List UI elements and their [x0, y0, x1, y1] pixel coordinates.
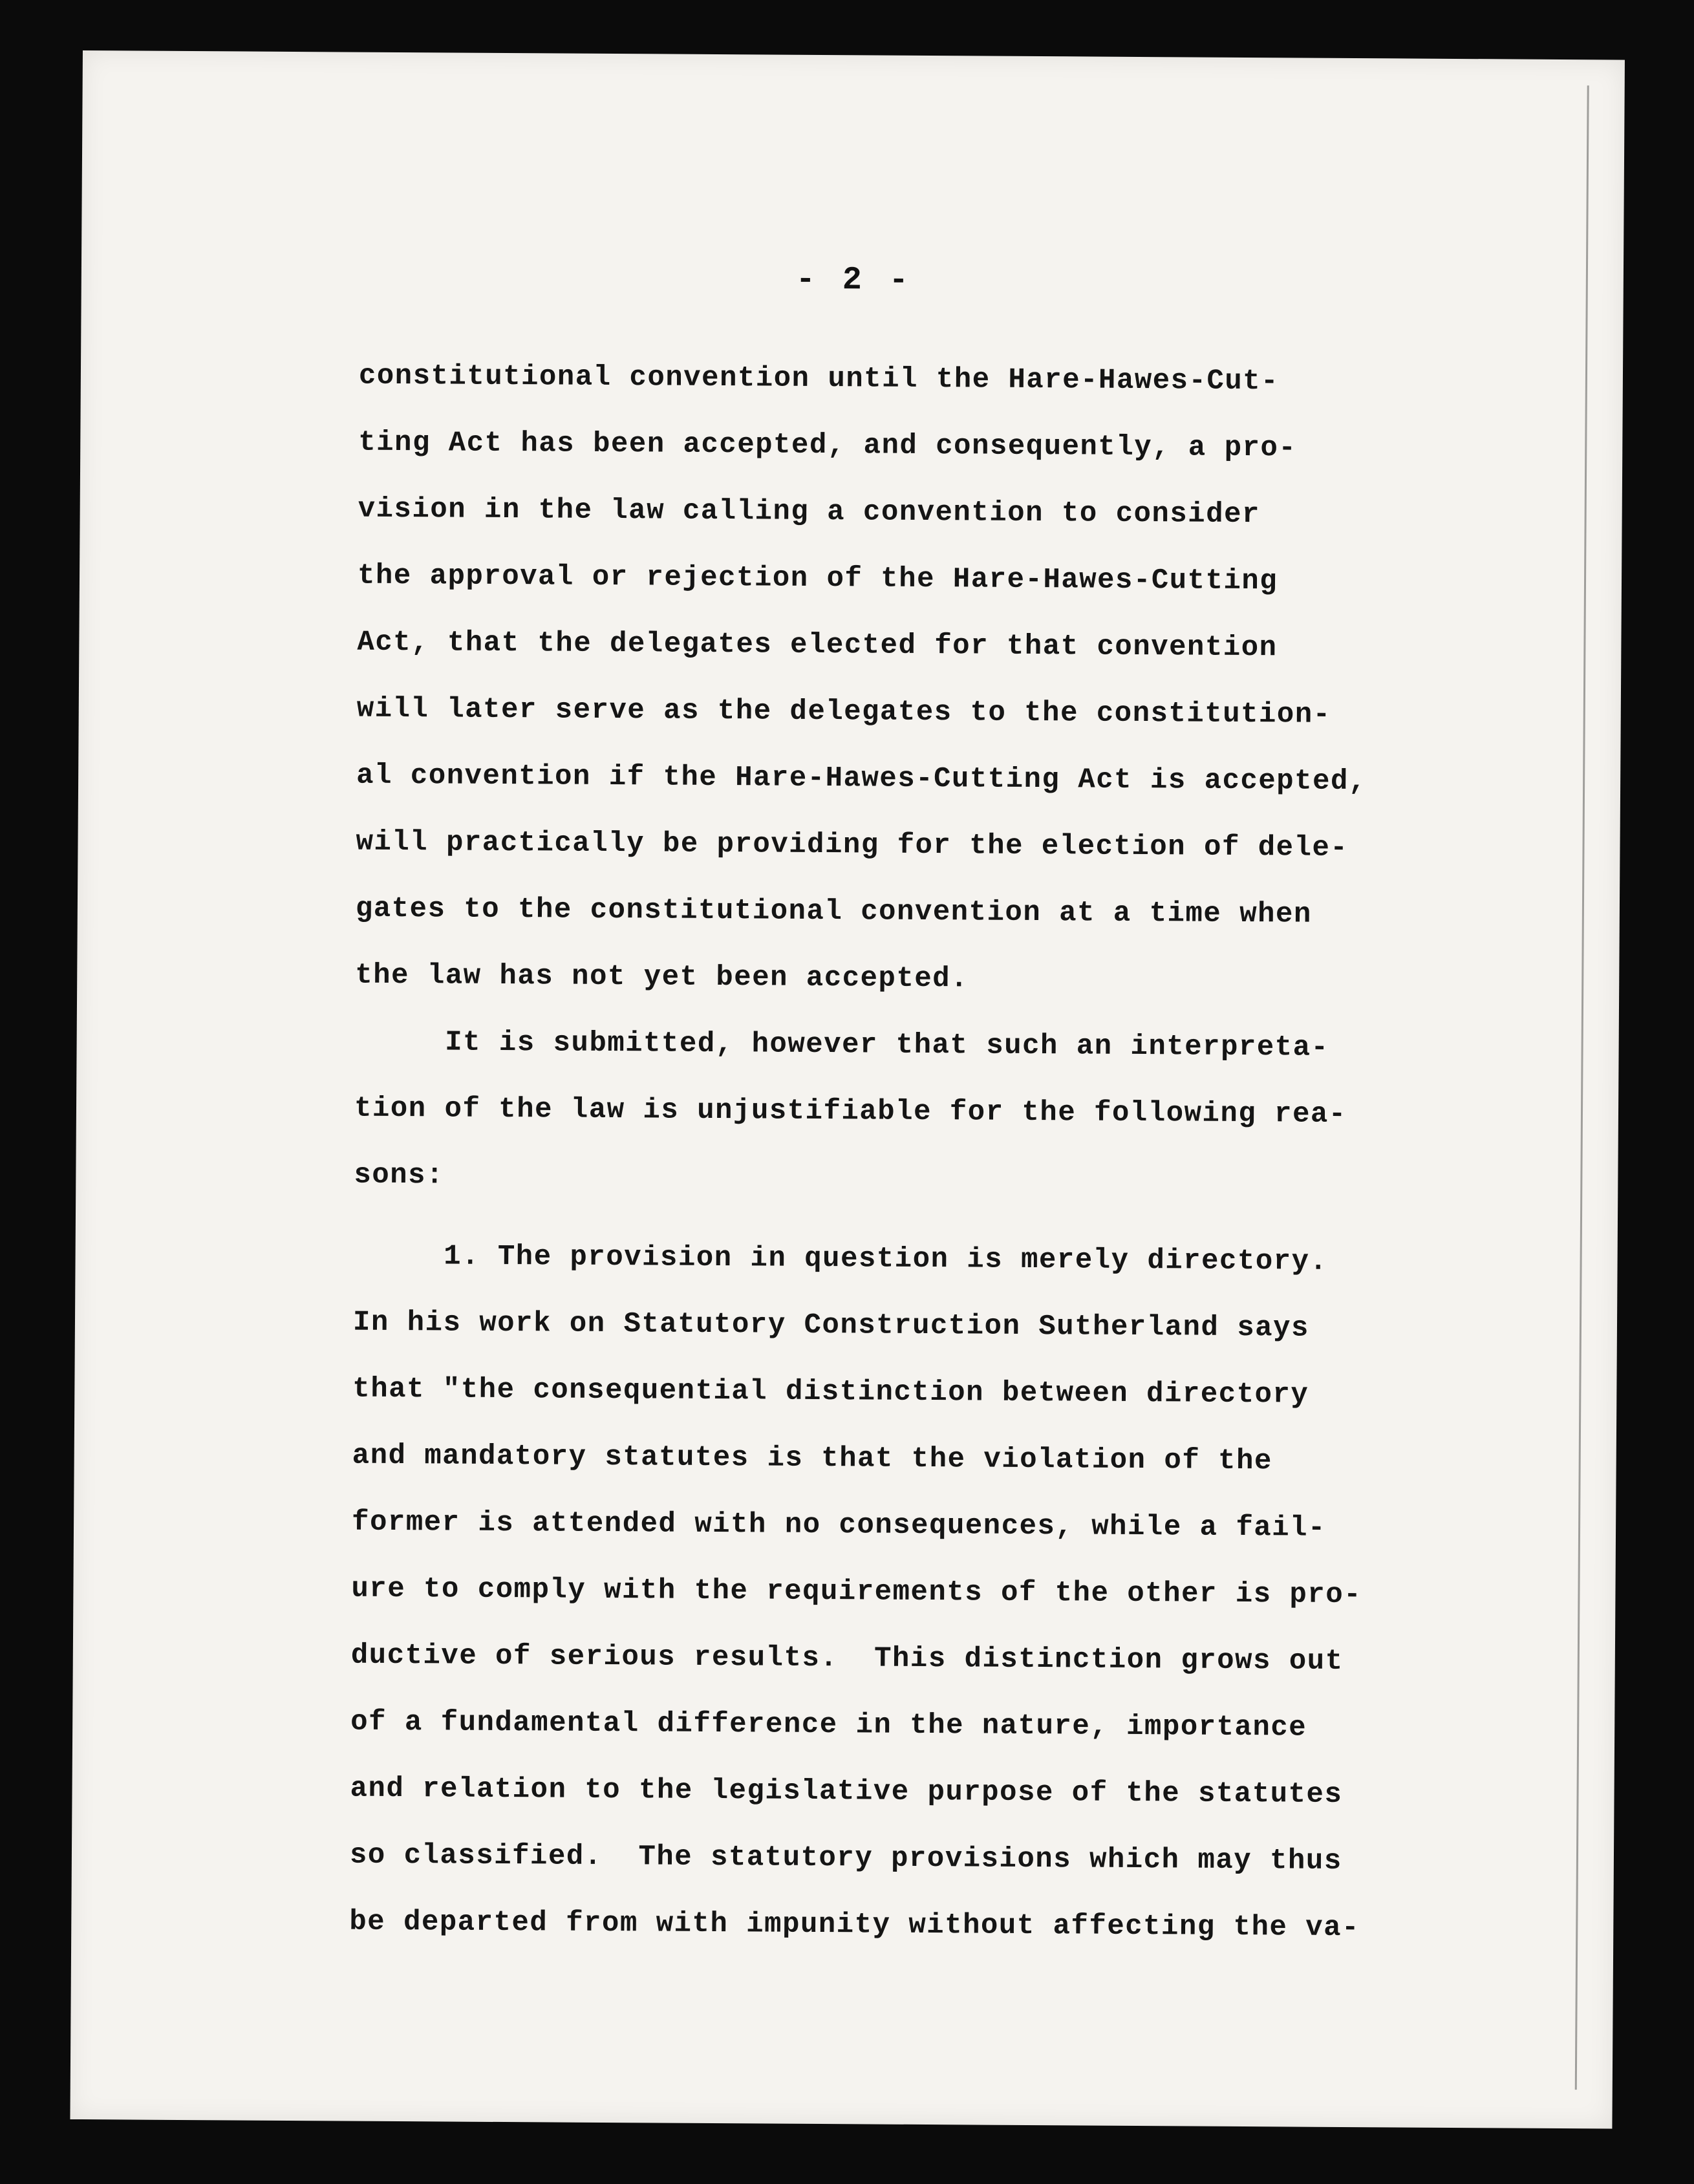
- text-line: al convention if the Hare-Hawes-Cutting Act is accepted,: [356, 759, 1367, 798]
- text-line: It is submitted, however that such an interpreta-: [354, 1025, 1329, 1064]
- text-line: In his work on Statutory Construction Sutherland says: [352, 1306, 1310, 1345]
- text-line: tion of the law is unjustifiable for the following rea-: [354, 1092, 1347, 1131]
- document-page: [70, 50, 1625, 2129]
- text-line: so classified. The statutory provisions which may thus: [349, 1839, 1342, 1878]
- text-line: 1. The provision in question is merely directory.: [353, 1239, 1328, 1278]
- text-line: be departed from with impunity without affecting the va-: [349, 1905, 1360, 1945]
- text-line: of a fundamental difference in the nature, importance: [350, 1706, 1307, 1744]
- text-line: will later serve as the delegates to the constitution-: [356, 692, 1331, 731]
- text-line: Act, that the delegates elected for that convention: [357, 626, 1278, 665]
- text-line: ductive of serious results. This distinction grows out: [350, 1639, 1344, 1678]
- text-line: sons:: [354, 1159, 445, 1192]
- text-line: ure to comply with the requirements of the other is pro-: [351, 1572, 1362, 1612]
- page-number: - 2 -: [795, 261, 913, 299]
- text-line: ting Act has been accepted, and consequently, a pro-: [358, 426, 1297, 465]
- text-line: and mandatory statutes is that the violation of the: [352, 1439, 1272, 1478]
- text-line: constitutional convention until the Hare-Hawes-Cut-: [358, 359, 1280, 398]
- text-line: that "the consequential distinction between directory: [352, 1373, 1309, 1411]
- text-line: former is attended with no consequences, while a fail-: [351, 1506, 1327, 1545]
- text-line: vision in the law calling a convention to consider: [358, 493, 1261, 531]
- text-line: gates to the constitutional convention at a time when: [355, 892, 1312, 931]
- text-line: will practically be providing for the election of dele-: [356, 826, 1349, 864]
- text-line: the law has not yet been accepted.: [355, 959, 969, 996]
- text-line: the approval or rejection of the Hare-Hawes-Cutting: [357, 559, 1278, 598]
- body-text: [349, 343, 1523, 1963]
- text-line: and relation to the legislative purpose of the statutes: [350, 1772, 1343, 1811]
